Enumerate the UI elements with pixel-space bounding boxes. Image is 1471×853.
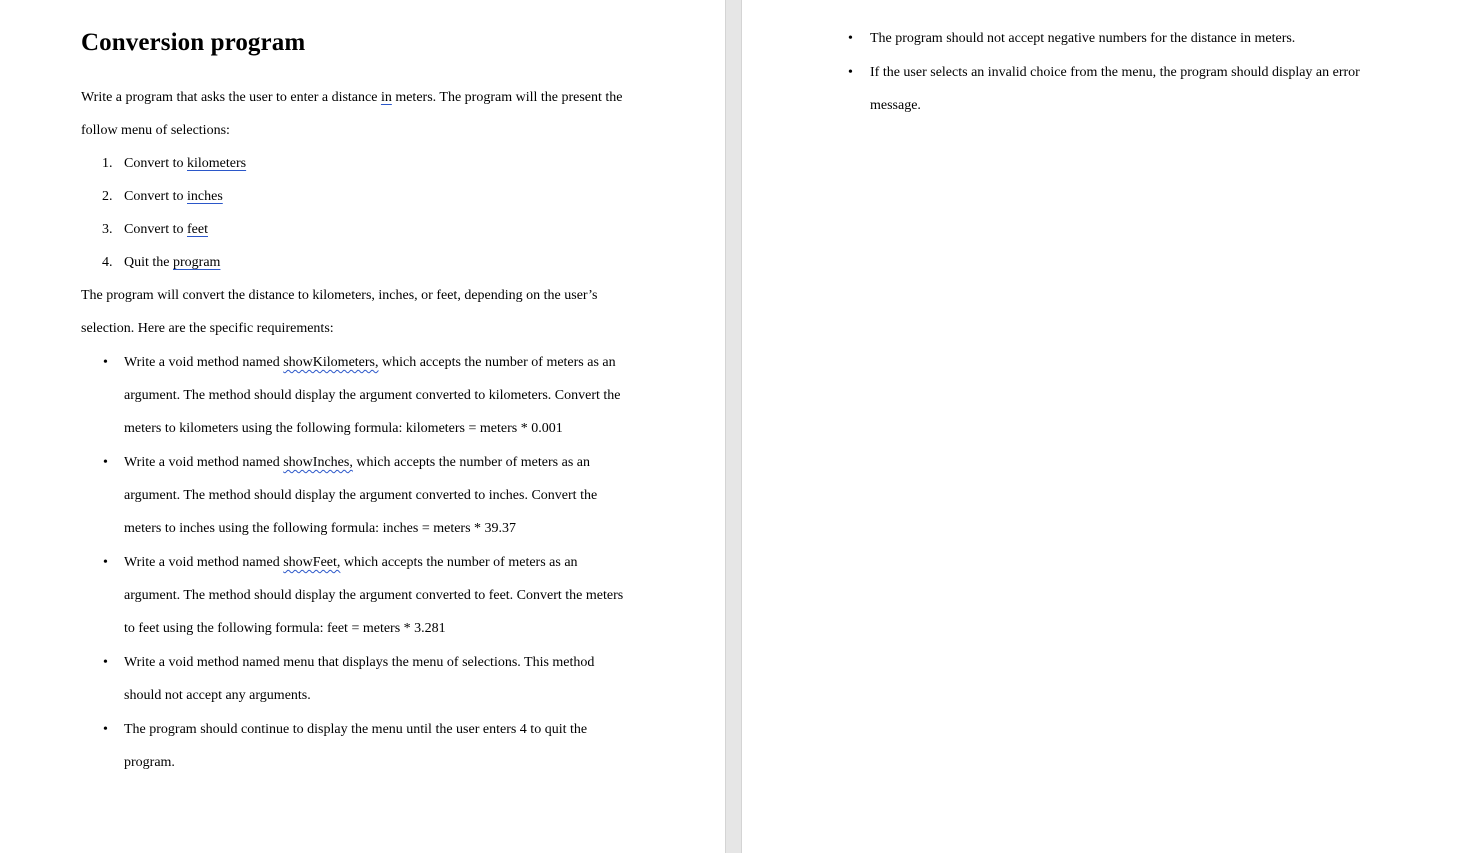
menu-item-word: feet <box>187 222 208 237</box>
bullet-icon: • <box>103 355 108 370</box>
menu-item-word: kilometers <box>187 156 247 171</box>
bullet-icon: • <box>103 555 108 570</box>
requirement-1-line-2: argument. The method should display the argument converted to kilometers. Convert the <box>124 388 621 403</box>
intro-word-in: in <box>380 90 392 105</box>
requirement-3-line-1 <box>124 554 578 572</box>
menu-number: 3. <box>102 222 113 237</box>
intro-text: Write a program that asks the user to enter a distance <box>81 90 381 105</box>
menu-item-inches <box>124 188 223 206</box>
bullet-icon: • <box>848 31 853 46</box>
after-menu-line-1: The program will convert the distance to kilometers, inches, or feet, depending on the user’s <box>81 288 598 303</box>
method-name: showInches, <box>283 455 353 470</box>
menu-item-prefix: Quit the <box>124 255 173 270</box>
menu-item-prefix: Convert to <box>124 189 187 204</box>
menu-item-word: inches <box>187 189 223 204</box>
intro-line-2: follow menu of selections: <box>81 123 230 138</box>
page-2 <box>742 0 1471 853</box>
requirement-text: which accepts the number of meters as an <box>352 455 590 470</box>
after-menu-line-2: selection. Here are the specific requirements: <box>81 321 334 336</box>
page-1 <box>0 0 725 853</box>
requirement-1-line-1 <box>124 354 616 372</box>
bullet-icon: • <box>103 722 108 737</box>
requirement-text: Write a void method named <box>124 455 284 470</box>
requirement-2-line-1 <box>124 454 590 472</box>
requirement-2-line-2: argument. The method should display the argument converted to inches. Convert the <box>124 488 598 503</box>
requirement-text: Write a void method named <box>124 555 284 570</box>
requirement-7-line-2: message. <box>870 98 921 113</box>
menu-item-prefix: Convert to <box>124 222 187 237</box>
menu-number: 2. <box>102 189 113 204</box>
method-name: showKilometers, <box>283 355 379 370</box>
requirement-text: which accepts the number of meters as an <box>340 555 578 570</box>
requirement-1-line-3: meters to kilometers using the following formula: kilometers = meters * 0.001 <box>124 421 563 436</box>
intro-text: meters. The program will the present the <box>391 90 623 105</box>
requirement-7-line-1: If the user selects an invalid choice from the menu, the program should display an error <box>870 65 1360 80</box>
page-gutter <box>725 0 742 853</box>
menu-item-word: program <box>173 255 221 270</box>
requirement-5-line-1: The program should continue to display the menu until the user enters 4 to quit the <box>124 722 588 737</box>
requirement-4-line-1: Write a void method named menu that displays the menu of selections. This method <box>124 655 595 670</box>
menu-number: 1. <box>102 156 113 171</box>
requirement-text: Write a void method named <box>124 355 284 370</box>
menu-number: 4. <box>102 255 113 270</box>
requirement-3-line-3: to feet using the following formula: feet = meters * 3.281 <box>124 621 446 636</box>
menu-item-prefix: Convert to <box>124 156 187 171</box>
bullet-icon: • <box>103 655 108 670</box>
requirement-3-line-2: argument. The method should display the argument converted to feet. Convert the meters <box>124 588 624 603</box>
menu-item-feet <box>124 221 208 239</box>
method-name: showFeet, <box>283 555 341 570</box>
menu-item-quit <box>124 254 220 272</box>
bullet-icon: • <box>848 65 853 80</box>
intro-line-1 <box>81 89 623 107</box>
requirement-2-line-3: meters to inches using the following formula: inches = meters * 39.37 <box>124 521 517 536</box>
requirement-4-line-2: should not accept any arguments. <box>124 688 311 703</box>
requirement-text: which accepts the number of meters as an <box>378 355 616 370</box>
requirement-6-line-1: The program should not accept negative numbers for the distance in meters. <box>870 31 1296 46</box>
menu-item-kilometers <box>124 155 246 173</box>
bullet-icon: • <box>103 455 108 470</box>
requirement-5-line-2: program. <box>124 755 175 770</box>
document-title: Conversion program <box>81 29 306 56</box>
